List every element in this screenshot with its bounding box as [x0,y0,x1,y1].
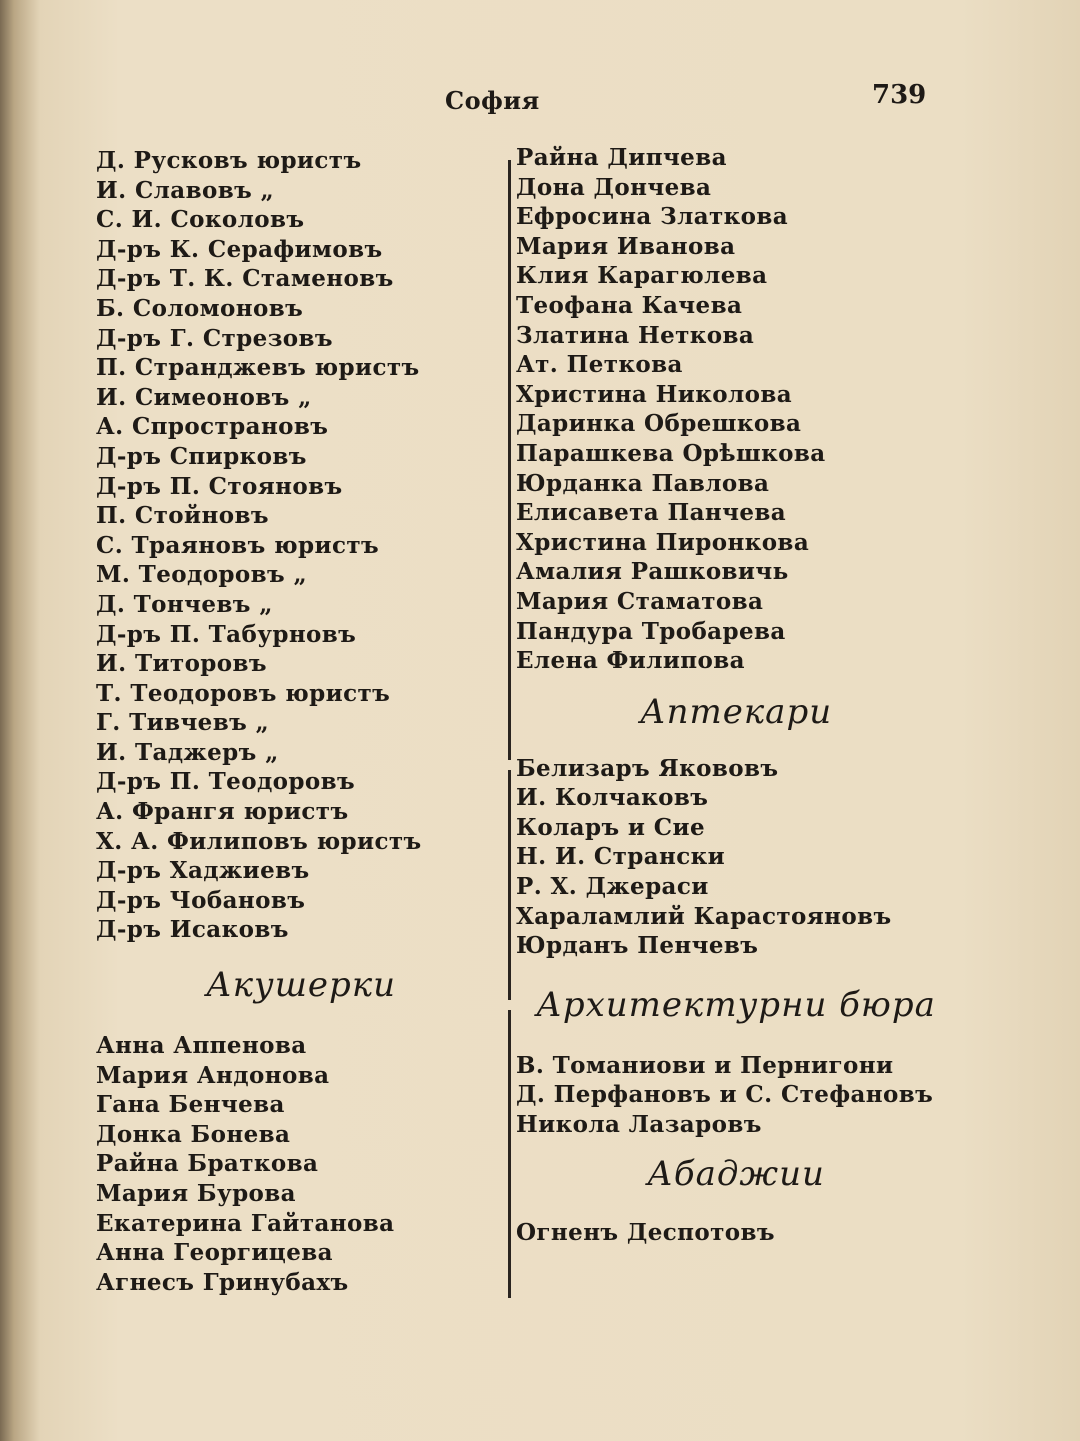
directory-entry: Д-ръ Спирковъ [96,442,307,470]
midwife-entry: Донка Бонева [96,1120,291,1148]
abadzhii-entry: Огненъ Деспотовъ [516,1218,775,1246]
directory-entry: П. Странджевъ юристъ [96,354,420,382]
directory-entry: П. Стойновъ [96,502,269,530]
directory-entry: Б. Соломоновъ [96,294,304,322]
directory-entry: Д-ръ П. Стояновъ [96,472,343,500]
midwife-entry: Христина Николова [516,380,793,408]
directory-entry: И. Титоровъ [96,650,267,678]
page-number: 739 [872,80,927,110]
midwife-entry: Ефросина Златкова [516,203,789,231]
running-header-title: София [445,86,540,115]
pharmacist-entry: Р. Х. Джераси [516,873,709,901]
midwife-entry: Агнесъ Гринубахъ [96,1268,349,1296]
architect-entry-list [516,1051,956,1140]
directory-entry: С. Трaяновъ юристъ [96,531,380,559]
directory-entry: И. Симеоновъ „ [96,383,312,411]
pharmacist-entry-list [516,754,956,961]
directory-entry: М. Теодоровъ „ [96,561,308,589]
midwife-entry: Дона Дончева [516,173,712,201]
midwife-entry: Амалия Рашковичь [516,558,789,586]
directory-entry: Д-ръ К. Серафимовъ [96,235,383,263]
left-entry-list [96,146,486,945]
midwife-entry: Елена Филипова [516,647,745,675]
section-heading-pharmacists: Аптекари [639,691,833,732]
pharmacist-entry: И. Колчаковъ [516,784,709,812]
architect-entry: Никола Лазаровъ [516,1111,762,1139]
midwife-entry: Райна Браткова [96,1150,319,1178]
left-column [96,146,486,1297]
midwife-entry: Теофана Качева [516,291,743,319]
midwife-cont-entry-list [516,143,956,676]
directory-entry: Д-ръ П. Табурновъ [96,620,357,648]
section-heading-midwives: Акушерки [205,965,397,1006]
midwife-entry: Екатерина Гайтанова [96,1209,395,1237]
midwife-entry: Мария Андонова [96,1061,330,1089]
section-heading-abadzhii: Абаджии [647,1153,825,1194]
abadzhii-entry-list [516,1218,956,1248]
midwife-entry: Анна Аппенова [96,1032,307,1060]
pharmacist-entry: Коларъ и Сие [516,813,705,841]
directory-entry: Д-ръ Чобановъ [96,886,306,914]
midwife-entry: Юрданка Павлова [516,469,770,497]
directory-entry: Д-ръ Г. Стрезовъ [96,324,333,352]
architect-entry: Д. Перфановъ и С. Стефановъ [516,1081,934,1109]
midwife-entry: Гана Бенчева [96,1091,285,1119]
pharmacist-entry: Н. И. Странски [516,843,726,871]
directory-entry: Д-ръ Хаджиевъ [96,857,310,885]
architect-entry: В. Томаниови и Пернигони [516,1051,894,1079]
directory-entry: Д-ръ Исаковъ [96,916,289,944]
midwife-entry: Елисавета Панчева [516,499,787,527]
pharmacist-entry: Хараламлий Карастояновъ [516,902,892,930]
directory-entry: Т. Теодоровъ юристъ [96,679,391,707]
directory-entry: А. Спространовъ [96,413,329,441]
midwife-entry: Райна Дипчева [516,144,727,171]
pharmacist-entry: Белизаръ Якововъ [516,754,779,782]
midwife-entry: Клия Карагюлева [516,262,768,290]
directory-entry: Д-ръ П. Теодоровъ [96,768,356,796]
midwife-entry: Анна Георгицева [96,1239,333,1267]
directory-entry: А. Франгя юристъ [96,798,349,826]
midwife-entry: Мария Бурова [96,1180,296,1207]
bracket-line [508,160,511,760]
midwife-entry: Ат. Петкова [516,351,683,379]
directory-entry: Х. А. Филиповъ юристъ [96,827,422,855]
directory-entry: Г. Тивчевъ „ [96,709,270,737]
directory-entry: Д. Русковъ юристъ [96,147,362,174]
section-heading-architects: Архитектурни бюра [536,984,936,1025]
midwife-entry: Мария Стаматова [516,587,764,615]
directory-entry: С. И. Соколовъ [96,206,305,234]
midwife-entry-list [96,1031,486,1297]
bracket-line [508,770,511,1000]
pharmacist-entry: Юрданъ Пенчевъ [516,932,759,960]
directory-entry: Д-ръ Т. К. Стаменовъ [96,265,394,293]
midwife-entry: Парашкева Орѣшкова [516,439,826,467]
directory-entry: Д. Тончевъ „ [96,590,273,618]
directory-entry: И. Славовъ „ [96,176,275,204]
midwife-entry: Даринка Обрешкова [516,410,802,438]
midwife-entry: Златина Неткова [516,321,755,349]
midwife-entry: Пандура Тробарева [516,617,786,645]
midwife-entry: Христина Пиронкова [516,528,810,556]
bracket-line [508,1010,511,1298]
midwife-entry: Мария Иванова [516,232,736,260]
directory-entry: И. Таджеръ „ [96,738,279,766]
right-column [516,143,956,1247]
